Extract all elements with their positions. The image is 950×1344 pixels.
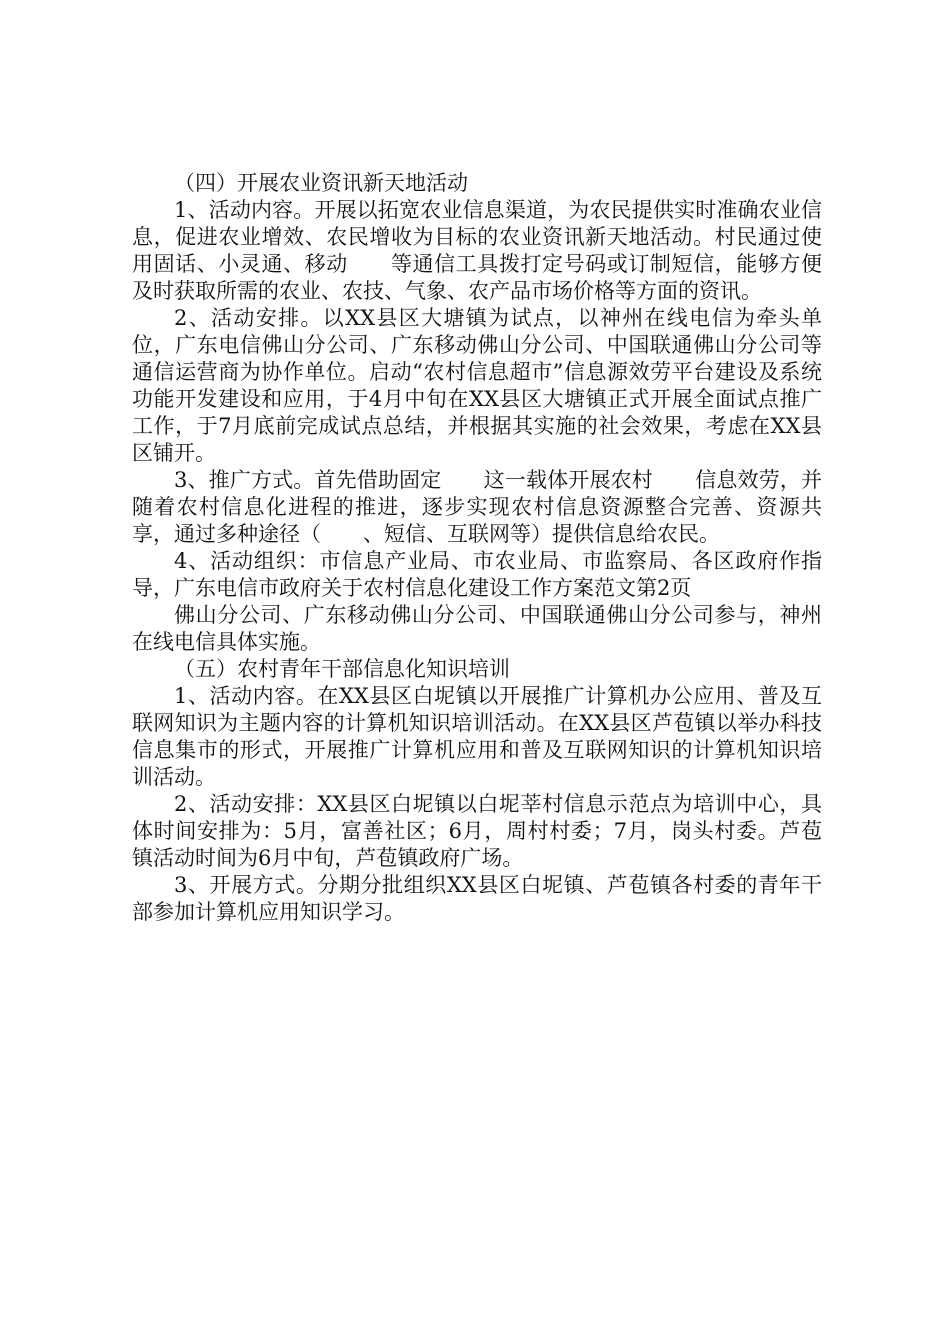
- paragraph-activity-content: 1、活动内容。开展以拓宽农业信息渠道，为农民提供实时准确农业信息，促进农业增效、农民增收为目标的农业资讯新天地活动。村民通过使用固话、小灵通、移动 等通信工具拨打定号码或订制短信，能够方便及时获取所需的农业、农技、气象、农产品市场价格等方面的资讯。: [132, 198, 822, 303]
- section-heading-five: （五）农村青年干部信息化知识培训: [174, 657, 510, 681]
- document-page: [132, 170, 822, 926]
- paragraph-training-content: 1、活动内容。在XX县区白坭镇以开展推广计算机办公应用、普及互联网知识为主题内容的计算机知识培训活动。在XX县区芦苞镇以举办科技信息集市的形式，开展推广计算机应用和普及互联网知识的计算机知识培训活动。: [132, 684, 822, 789]
- paragraph-activity-arrangement: 2、活动安排。以XX县区大塘镇为试点，以神州在线电信为牵头单位，广东电信佛山分公司、广东移动佛山分公司、中国联通佛山分公司等通信运营商为协作单位。启动“农村信息超市”信息源效劳平台建设及系统功能开发建设和应用，于4月中旬在XX县区大塘镇正式开展全面试点推广工作，于7月底前完成试点总结，并根据其实施的社会效果，考虑在XX县区铺开。: [132, 306, 822, 465]
- paragraph-promotion-method: 3、推广方式。首先借助固定 这一载体开展农村 信息效劳，并随着农村信息化进程的推进，逐步实现农村信息资源整合完善、资源共享，通过多种途径（ 、短信、互联网等）提供信息给农民。: [132, 468, 822, 546]
- paragraph-activity-organization: 4、活动组织：市信息产业局、市农业局、市监察局、各区政府作指导，广东电信市政府关于农村信息化建设工作方案范文第2页: [132, 549, 822, 600]
- paragraph-training-arrangement: 2、活动安排：XX县区白坭镇以白坭莘村信息示范点为培训中心，具体时间安排为：5月，富善社区；6月，周村村委；7月，岗头村委。芦苞镇活动时间为6月中旬，芦苞镇政府广场。: [132, 792, 822, 870]
- paragraph-training-method: 3、开展方式。分期分批组织XX县区白坭镇、芦苞镇各村委的青年干部参加计算机应用知识学习。: [132, 873, 822, 924]
- paragraph-participants: 佛山分公司、广东移动佛山分公司、中国联通佛山分公司参与，神州在线电信具体实施。: [132, 603, 822, 654]
- section-heading-four: （四）开展农业资讯新天地活动: [174, 171, 468, 195]
